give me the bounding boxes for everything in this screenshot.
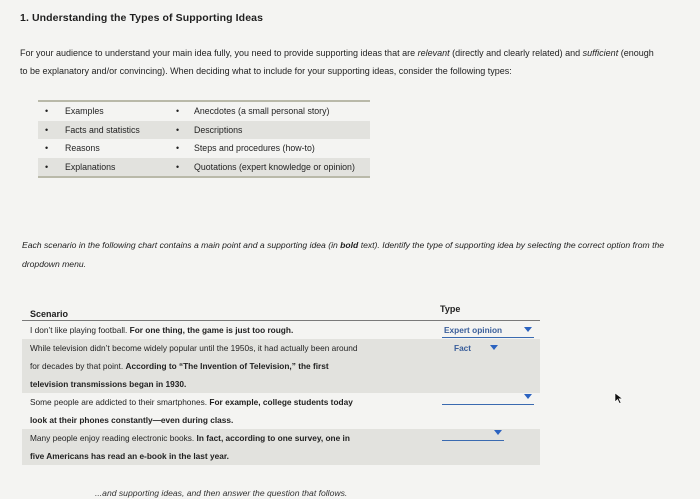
table-row [22,321,540,339]
type-dropdown[interactable] [442,323,534,338]
scenario-table-header [22,304,542,320]
scenario-bold: For one thing, the game is just too rough. [129,325,294,335]
scenario-text [30,321,430,339]
type-left: Facts and statistics [65,124,140,135]
bullet-icon: • [45,106,49,117]
intro-relevant: relevant [417,48,450,58]
footer-instructions: ...and supporting ideas, and then answer the question that follows. [95,488,348,498]
type-left: Examples [65,106,104,117]
scenario-bold: five Americans has read an e-book in the last year. [30,451,229,461]
instructions-paragraph [22,236,672,273]
scenario-line [30,339,430,357]
scenario-bold: For example, college students today [209,397,353,407]
scenario-bold: look at their phones constantly—even during class. [30,415,234,425]
types-row [38,102,370,121]
scenario-line [30,357,430,375]
scenario-line [30,411,430,429]
type-right: Quotations (expert knowledge or opinion) [194,161,355,172]
instructions-text-2: text). Identify the type of supporting idea by selecting the correct option from the dropdown menu. [22,240,665,269]
intro-text-1: For your audience to understand your main idea fully, you need to provide supporting ideas that are [20,48,418,58]
type-column-header: Type [440,304,461,314]
scenario-line [30,375,430,393]
types-row [38,158,370,177]
scenario-bold: television transmissions began in 1930. [30,379,187,389]
type-right: Steps and procedures (how-to) [194,143,315,154]
scenario-text [30,339,430,393]
chevron-down-icon [524,394,532,399]
type-dropdown[interactable] [442,426,504,441]
types-row [38,121,370,140]
bullet-icon: • [176,143,180,154]
table-row [22,429,540,465]
mouse-cursor-icon [614,392,624,404]
scenario-column-header: Scenario [30,309,69,319]
type-left: Explanations [65,161,116,172]
bullet-icon: • [45,161,49,172]
table-row [22,339,540,393]
instructions-bold-word: bold [340,240,359,250]
type-left: Reasons [65,143,100,154]
scenario-plain: While television didn’t become widely popular until the 1950s, it had actually been around [30,343,358,353]
type-right: Anecdotes (a small personal story) [194,106,330,117]
type-dropdown[interactable] [442,341,510,355]
type-dropdown[interactable] [442,390,534,405]
scenario-plain: I don’t like playing football. [30,325,130,335]
instructions-text-1: Each scenario in the following chart contains a main point and a supporting idea (in [22,240,341,250]
scenario-plain: for decades by that point. [30,361,126,371]
intro-text-2: (directly and clearly related) and [449,48,583,58]
scenario-line [30,393,430,411]
bullet-icon: • [45,124,49,135]
intro-paragraph [20,44,660,80]
scenario-text [30,429,430,465]
scenario-line [30,429,430,447]
scenario-bold: In fact, according to one survey, one in [196,433,350,443]
bullet-icon: • [45,143,49,154]
scenario-line [30,447,430,465]
bullet-icon: • [176,106,180,117]
table-row [22,393,540,429]
scenario-text [30,393,430,429]
intro-text-3: (enough to be explanatory and/or convincing). When deciding what to include for your supporting ideas, consider the following types: [20,48,654,76]
chevron-down-icon [494,430,502,435]
dropdown-value: Fact [454,343,472,353]
dropdown-value: Expert opinion [444,325,503,335]
section-heading: 1. Understanding the Types of Supporting Ideas [20,12,264,24]
intro-sufficient: sufficient [582,48,619,58]
chevron-down-icon [490,345,498,350]
scenario-bold: According to “The Invention of Television,” the first [125,361,329,371]
types-row [38,139,370,158]
chevron-down-icon [524,327,532,332]
type-right: Descriptions [194,124,243,135]
bullet-icon: • [176,161,180,172]
supporting-types-table [38,100,370,178]
bullet-icon: • [176,124,180,135]
scenario-plain: Some people are addicted to their smartphones. [30,397,210,407]
scenario-plain: Many people enjoy reading electronic books. [30,433,197,443]
